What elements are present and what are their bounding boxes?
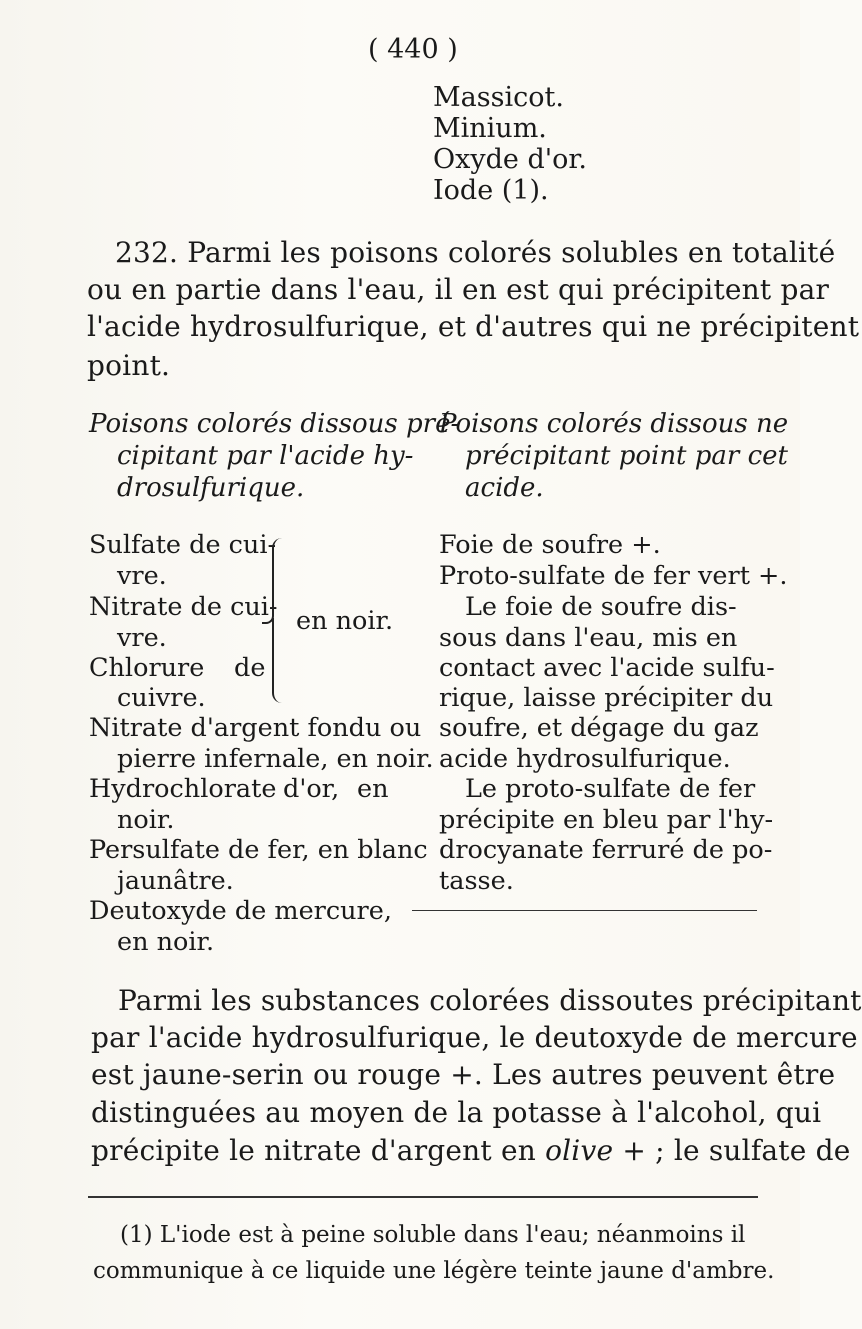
list-item: Massicot. [433,82,564,113]
left-item: cuivre. [117,683,206,713]
paragraph-232-line: l'acide hydrosulfurique, et d'autres qui ne précipitent [87,310,860,343]
left-item: vre. [117,623,167,653]
paragraph-232-line: 232. Parmi les poisons colorés solubles en totalité [115,236,836,269]
right-item: drocyanate ferruré de po- [439,835,773,865]
left-item: Nitrate de cui- [89,592,278,622]
left-item: en noir. [117,927,215,957]
left-item: pierre infernale, en noir. [117,744,434,774]
brace-label: en noir. [296,606,394,636]
left-item: de [234,653,266,683]
left-item: Chlorure [89,653,205,683]
paragraph-line: est jaune-serin ou rouge +. Les autres peuvent être [91,1058,836,1091]
right-item: Proto-sulfate de fer vert +. [439,561,788,591]
paragraph-232-line: point. [87,349,171,382]
right-column-heading: précipitant point par cet [465,441,789,471]
right-item: précipite en bleu par l'hy- [439,805,774,835]
left-item: jaunâtre. [117,866,234,896]
right-item: Le proto-sulfate de fer [465,774,756,804]
left-item: noir. [117,805,175,835]
list-item: Iode (1). [433,175,549,206]
right-item: contact avec l'acide sulfu- [439,653,775,683]
paragraph-line: distinguées au moyen de la potasse à l'alcohol, qui [91,1096,822,1129]
left-column-heading: cipitant par l'acide hy- [117,441,414,471]
right-item: sous dans l'eau, mis en [439,623,738,653]
list-item: Oxyde d'or. [433,144,587,175]
left-item: vre. [117,561,167,591]
right-item: tasse. [439,866,514,896]
right-item: Le foie de soufre dis- [465,592,737,622]
column-rule [412,910,757,911]
right-column-heading: Poisons colorés dissous ne [439,409,789,439]
right-item: soufre, et dégage du gaz [439,713,759,743]
left-item: en [357,774,389,804]
left-column-heading: Poisons colorés dissous pré- [89,409,460,439]
right-item: Foie de soufre +. [439,530,661,560]
paragraph-line: Parmi les substances colorées dissoutes précipitant [118,984,862,1017]
left-item: Sulfate de cui- [89,530,277,560]
right-item: rique, laisse précipiter du [439,683,774,713]
right-column-heading: acide. [465,473,544,503]
left-item: Persulfate de fer, en blanc [89,835,428,865]
paragraph-232-line: ou en partie dans l'eau, il en est qui précipitent par [87,273,830,306]
left-item: Hydrochlorate [89,774,277,804]
footnote-line: (1) L'iode est à peine soluble dans l'eau; néanmoins il [120,1222,746,1248]
paragraph-line [91,1134,851,1167]
left-column-heading: drosulfurique. [117,473,305,503]
left-item: Deutoxyde de mercure, [89,896,392,926]
left-item: Nitrate d'argent fondu ou [89,713,422,743]
footnote-line: communique à ce liquide une légère teinte jaune d'ambre. [93,1258,775,1284]
paragraph-line: par l'acide hydrosulfurique, le deutoxyde de mercure [91,1021,858,1054]
right-item: acide hydrosulfurique. [439,744,731,774]
page-number: ( 440 ) [368,34,458,65]
list-item: Minium. [433,113,547,144]
left-item: d'or, [283,774,340,804]
paragraph-text: + ; le sulfate de [613,1134,851,1167]
paragraph-text: précipite le nitrate d'argent en [91,1134,546,1167]
footnote-rule [88,1196,758,1198]
paragraph-italic-word: olive [545,1134,614,1167]
